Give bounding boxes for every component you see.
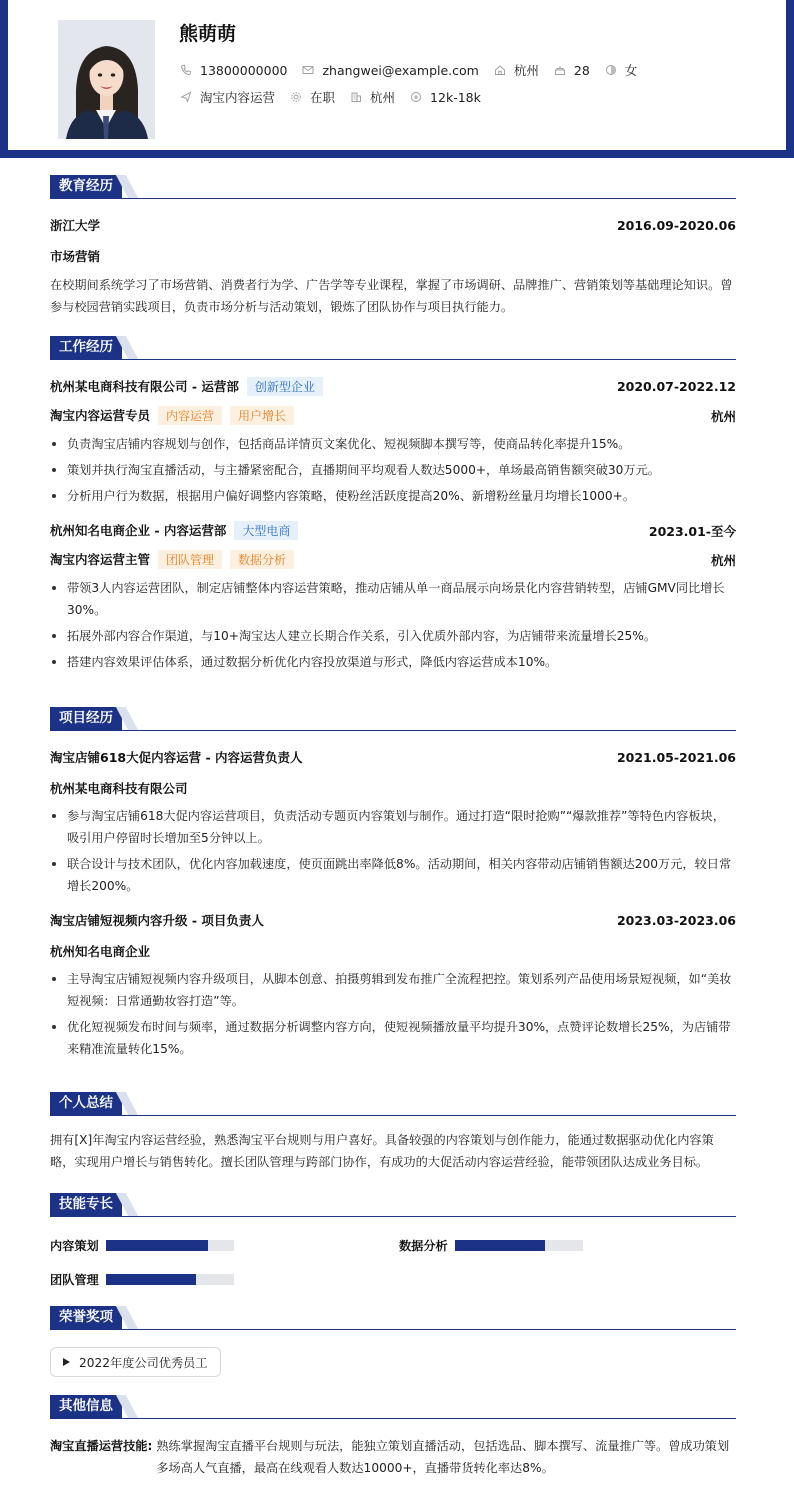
skill-name: 数据分析 xyxy=(399,1239,448,1253)
projects-section xyxy=(50,707,736,1064)
skill-bar xyxy=(455,1240,583,1251)
project-org: 杭州某电商科技有限公司 xyxy=(50,781,188,796)
job-position: 淘宝内容运营主管 团队管理 数据分析 xyxy=(50,550,294,569)
company-tag: 创新型企业 xyxy=(247,377,323,396)
candidate-name: 熊萌萌 xyxy=(179,23,237,45)
section-title: 技能专长 xyxy=(50,1193,122,1216)
award-item[interactable] xyxy=(50,1347,221,1377)
salary-text: 12k-18k xyxy=(430,89,481,105)
list-item: 搭建内容效果评估体系，通过数据分析优化内容投放渠道与形式，降低内容运营成本10%。 xyxy=(50,651,736,673)
education-row xyxy=(50,216,736,234)
mail-icon xyxy=(302,64,314,76)
city-text: 杭州 xyxy=(513,63,539,78)
job-city: 杭州 xyxy=(710,408,736,424)
target-job-text: 淘宝内容运营 xyxy=(200,90,276,105)
gender-item xyxy=(605,61,638,79)
list-item: 参与淘宝店铺618大促内容运营项目，负责活动专题页内容策划与制作。通过打造“限时抢购”“爆款推荐”等特色内容板块，吸引用户停留时长增加至5分钟以上。 xyxy=(50,805,736,849)
building-icon xyxy=(350,91,362,103)
list-item: 负责淘宝店铺内容规划与创作，包括商品详情页文案优化、短视频脚本撰写等，使商品转化率提升15%。 xyxy=(50,433,736,455)
project-period: 2023.03-2023.06 xyxy=(616,912,736,928)
job-city: 杭州 xyxy=(710,552,736,568)
section-title: 个人总结 xyxy=(50,1092,122,1115)
position-tag: 团队管理 xyxy=(158,550,222,569)
project-bullets xyxy=(50,805,736,897)
job-header xyxy=(50,377,736,396)
skill-name: 团队管理 xyxy=(50,1273,99,1287)
award-text: 2022年度公司优秀员工 xyxy=(79,1355,208,1370)
phone-text: 13800000000 xyxy=(200,62,288,78)
skill-bar xyxy=(106,1274,234,1285)
project-bullets xyxy=(50,968,736,1060)
job-period: 2023.01-至今 xyxy=(648,523,736,539)
location-icon xyxy=(494,64,506,76)
job-position: 淘宝内容运营专员 内容运营 用户增长 xyxy=(50,406,294,425)
salary-item xyxy=(410,90,481,105)
gender-icon xyxy=(605,64,617,76)
skill-item xyxy=(399,1237,583,1254)
skill-item xyxy=(50,1237,234,1254)
header-frame-right xyxy=(786,0,794,158)
target-job-item xyxy=(180,88,275,106)
email-item xyxy=(302,63,478,78)
section-title: 项目经历 xyxy=(50,707,122,730)
target-city-item xyxy=(350,88,395,106)
job-position-row xyxy=(50,406,736,425)
section-title: 荣誉奖项 xyxy=(50,1306,122,1329)
education-description: 在校期间系统学习了市场营销、消费者行为学、广告学等专业课程，掌握了市场调研、品牌推广、营销策划等基础理论知识。曾参与校园营销实践项目，负责市场分析与活动策划，锻炼了团队协作与项目执行能力。 xyxy=(50,278,733,314)
project-header xyxy=(50,911,736,929)
list-item: 优化短视频发布时间与频率，通过数据分析调整内容方向，使短视频播放量平均提升30%，点赞评论数增长25%，为店铺带来精准流量转化15%。 xyxy=(50,1016,736,1060)
avatar xyxy=(58,20,155,139)
skill-bar-fill xyxy=(106,1274,196,1285)
project-name: 淘宝店铺618大促内容运营 - 内容运营负责人 xyxy=(50,750,303,765)
section-header xyxy=(50,1306,736,1330)
section-header xyxy=(50,175,736,199)
section-header xyxy=(50,1092,736,1116)
job-company: 杭州某电商科技有限公司 - 运营部 创新型企业 xyxy=(50,377,323,396)
job-position-row xyxy=(50,550,736,569)
section-header xyxy=(50,1193,736,1217)
status-text: 在职 xyxy=(310,90,336,105)
header-frame-left xyxy=(0,0,8,158)
job-bullets xyxy=(50,577,736,673)
city-item xyxy=(494,61,539,79)
section-header xyxy=(50,707,736,731)
section-title: 工作经历 xyxy=(50,336,122,359)
project-header xyxy=(50,748,736,766)
list-item: 带领3人内容运营团队，制定店铺整体内容运营策略，推动店铺从单一商品展示向场景化内容营销转型，店铺GMV同比增长30%。 xyxy=(50,577,736,621)
age-item xyxy=(554,63,590,78)
other-section xyxy=(50,1395,736,1479)
other-text: 熟练掌握淘宝直播平台规则与玩法，能独立策划直播活动，包括选品、脚本撰写、流量推广等。曾成功策划多场高人气直播，最高在线观看人数达10000+，直播带货转化率达8%。 xyxy=(156,1439,730,1475)
section-header xyxy=(50,336,736,360)
job-intent-row xyxy=(180,88,496,106)
skill-bar xyxy=(106,1240,234,1251)
education-section xyxy=(50,175,736,318)
status-item xyxy=(290,88,335,106)
email-text: zhangwei@example.com xyxy=(322,62,479,78)
list-item: 拓展外部内容合作渠道，与10+淘宝达人建立长期合作关系，引入优质外部内容，为店铺带来流量增长25%。 xyxy=(50,625,736,647)
position-tag: 内容运营 xyxy=(158,406,222,425)
target-city-text: 杭州 xyxy=(370,90,396,105)
summary-text: 拥有[X]年淘宝内容运营经验，熟悉淘宝平台规则与用户喜好。具备较强的内容策划与创作能力，能通过数据驱动优化内容策略，实现用户增长与销售转化。擅长团队管理与跨部门协作，有成功的大促活动内容运营经验，能带领团队达成业务目标。 xyxy=(50,1133,714,1169)
skill-item xyxy=(50,1271,234,1288)
salary-icon xyxy=(410,91,422,103)
section-title: 教育经历 xyxy=(50,175,122,198)
job-header xyxy=(50,521,736,540)
age-icon xyxy=(554,64,566,76)
list-item: 主导淘宝店铺短视频内容升级项目，从脚本创意、拍摄剪辑到发布推广全流程把控。策划系列产品使用场景短视频，如“美妆短视频：日常通勤妆容打造”等。 xyxy=(50,968,736,1012)
header-frame-bottom xyxy=(0,150,794,158)
list-item: 策划并执行淘宝直播活动，与主播紧密配合，直播期间平均观看人数达5000+，单场最高销售额突破30万元。 xyxy=(50,459,736,481)
project-name: 淘宝店铺短视频内容升级 - 项目负责人 xyxy=(50,913,264,928)
skill-name: 内容策划 xyxy=(50,1239,99,1253)
skill-bar-fill xyxy=(106,1240,208,1251)
caret-right-icon xyxy=(63,1358,70,1366)
awards-section xyxy=(50,1306,736,1381)
phone-item xyxy=(180,63,287,78)
school-name: 浙江大学 xyxy=(50,218,101,233)
company-tag: 大型电商 xyxy=(234,521,298,540)
position-tag: 用户增长 xyxy=(230,406,294,425)
project-org: 杭州知名电商企业 xyxy=(50,944,151,959)
summary-section xyxy=(50,1092,736,1173)
job-company: 杭州知名电商企业 - 内容运营部 大型电商 xyxy=(50,521,298,540)
section-title: 其他信息 xyxy=(50,1395,122,1418)
major: 市场营销 xyxy=(50,249,101,264)
skill-bar-fill xyxy=(455,1240,545,1251)
age-text: 28 xyxy=(573,62,590,78)
gender-text: 女 xyxy=(624,63,638,78)
education-period: 2016.09-2020.06 xyxy=(616,217,736,233)
job-icon xyxy=(180,91,192,103)
skills-section xyxy=(50,1193,736,1293)
job-period: 2020.07-2022.12 xyxy=(616,379,736,394)
status-icon xyxy=(290,91,302,103)
other-label: 淘宝直播运营技能: xyxy=(50,1439,153,1453)
position-tag: 数据分析 xyxy=(230,550,294,569)
profile-header xyxy=(8,0,786,150)
other-info-row xyxy=(50,1435,736,1479)
contact-row xyxy=(180,61,652,79)
list-item: 分析用户行为数据，根据用户偏好调整内容策略，使粉丝活跃度提高20%、新增粉丝量月均增长1000+。 xyxy=(50,485,736,507)
job-bullets xyxy=(50,433,736,507)
list-item: 联合设计与技术团队，优化内容加载速度，使页面跳出率降低8%。活动期间，相关内容带动店铺销售额达200万元，较日常增长200%。 xyxy=(50,853,736,897)
project-period: 2021.05-2021.06 xyxy=(616,749,736,765)
phone-icon xyxy=(180,64,192,76)
section-header xyxy=(50,1395,736,1419)
work-section xyxy=(50,336,736,677)
